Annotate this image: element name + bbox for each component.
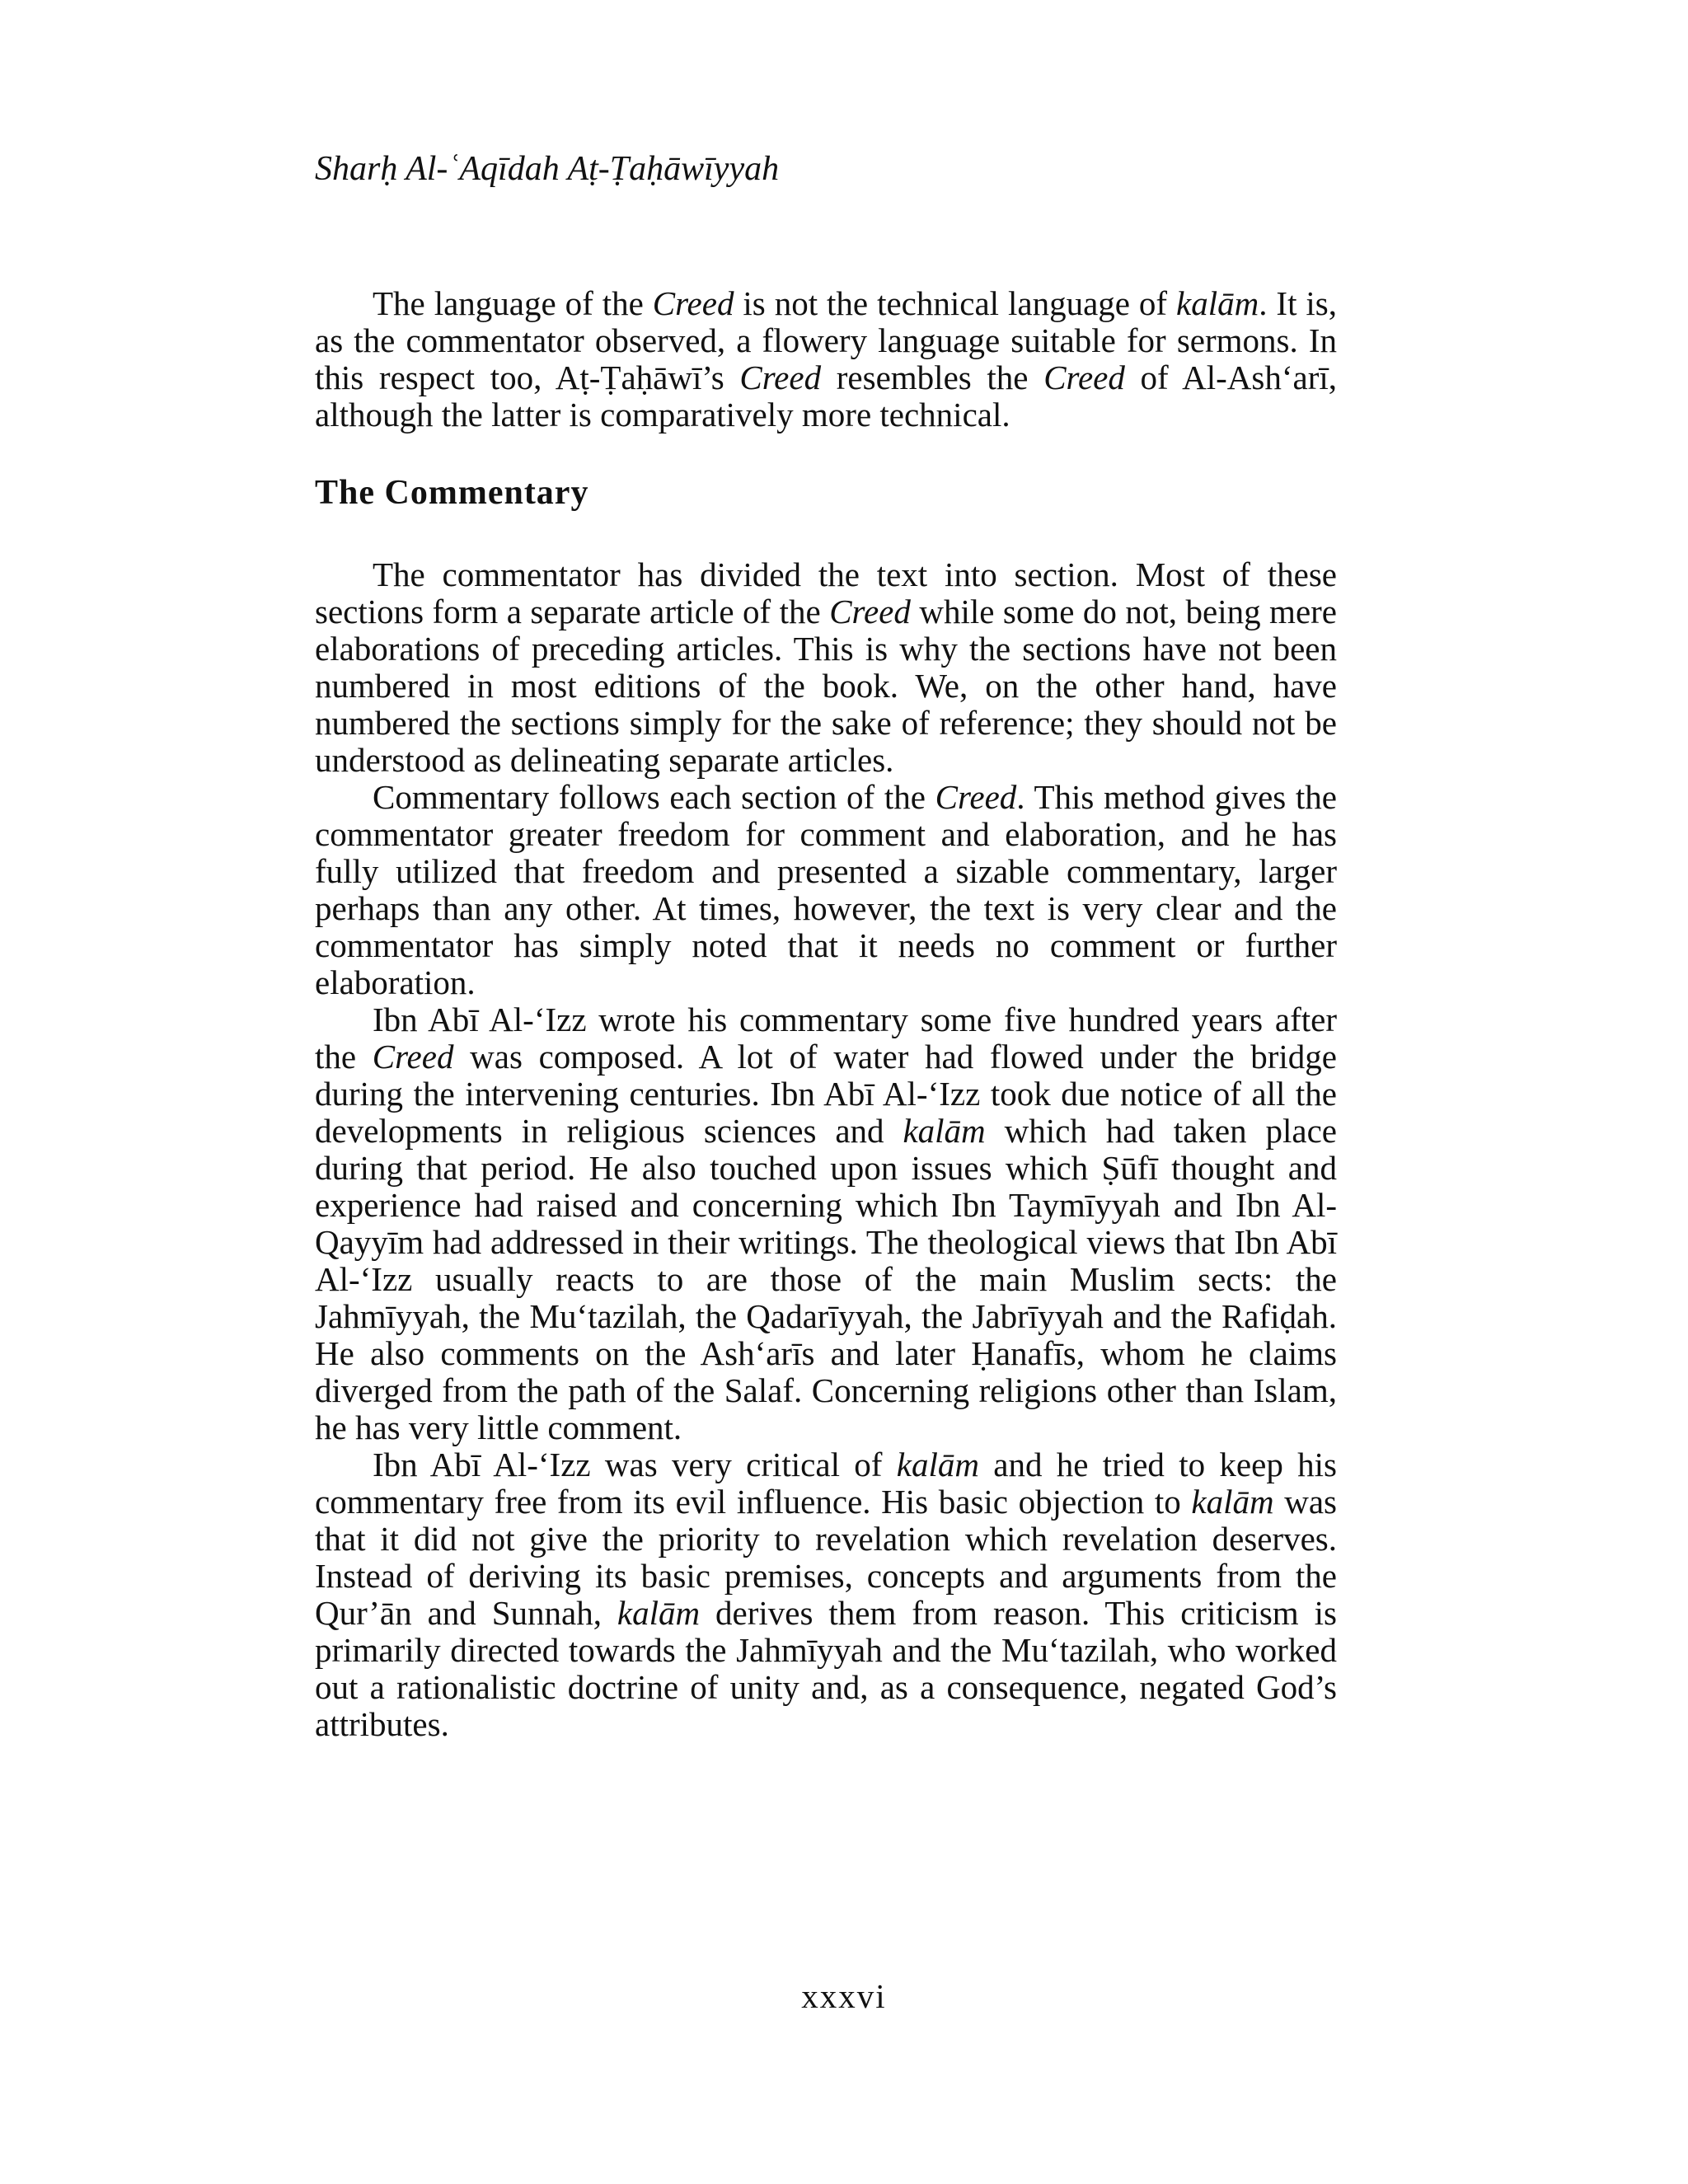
paragraph-3: Ibn Abī Al-‘Izz wrote his commentary some five hundred years after the Creed was composed. A lot of water had flowed under the bridge during the intervening centuries. Ibn Abī Al-‘Izz took due notice of all the developments in religious sciences and kalām which had taken place during that period. He also touched upon issues which Ṣūfī thought and experience had raised and concerning which Ibn Taymīyyah and Ibn Al-Qayyīm had addressed in their writings. The theological views that Ibn Abī Al-‘Izz usually reacts to are those of the main Muslim sects: the Jahmīyyah, the Mu‘tazilah, the Qadarīyyah, the Jabrīyyah and the Rafiḍah. He also comments on the Ash‘arīs and later Ḥanafīs, whom he claims diverged from the path of the Salaf. Concerning religions other than Islam, he has very little comment. — [315, 1001, 1337, 1446]
section-heading: The Commentary — [315, 474, 589, 512]
paragraph-2: Commentary follows each section of the Creed. This method gives the commentator greater freedom for comment and elaboration, and he has fully utilized that freedom and presented a sizable commentary, larger perhaps than any other. At times, however, the text is very clear and the commentator has simply noted that it needs no comment or further elaboration. — [315, 778, 1337, 1001]
page-body — [315, 148, 1337, 1743]
intro-paragraph: The language of the Creed is not the technical language of kalām. It is, as the commentator observed, a flowery language suitable for sermons. In this respect too, Aṭ-Ṭaḥāwī’s Creed resembles the Creed of Al-Ash‘arī, although the latter is comparatively more technical. — [315, 284, 1338, 434]
page-number: xxxvi — [801, 1977, 887, 2015]
paragraph-1: The commentator has divided the text into section. Most of these sections form a separate article of the Creed while some do not, being mere elaborations of preceding articles. This is why the sections have not been numbered in most editions of the book. We, on the other hand, have numbered the sections simply for the sake of reference; they should not be understood as delineating separate articles. — [315, 555, 1337, 779]
paragraph-4: Ibn Abī Al-‘Izz was very critical of kalām and he tried to keep his commentary free from its evil influence. His basic objection to kalām was that it did not give the priority to revelation which revelation deserves. Instead of deriving its basic premises, concepts and arguments from the Qur’ān and Sunnah, kalām derives them from reason. This criticism is primarily directed towards the Jahmīyyah and the Mu‘tazilah, who worked out a rationalistic doctrine of unity and, as a consequence, negated God’s attributes. — [315, 1446, 1337, 1743]
running-head: Sharḥ Al-ʿAqīdah Aṭ-Ṭaḥāwīyyah — [315, 150, 780, 188]
